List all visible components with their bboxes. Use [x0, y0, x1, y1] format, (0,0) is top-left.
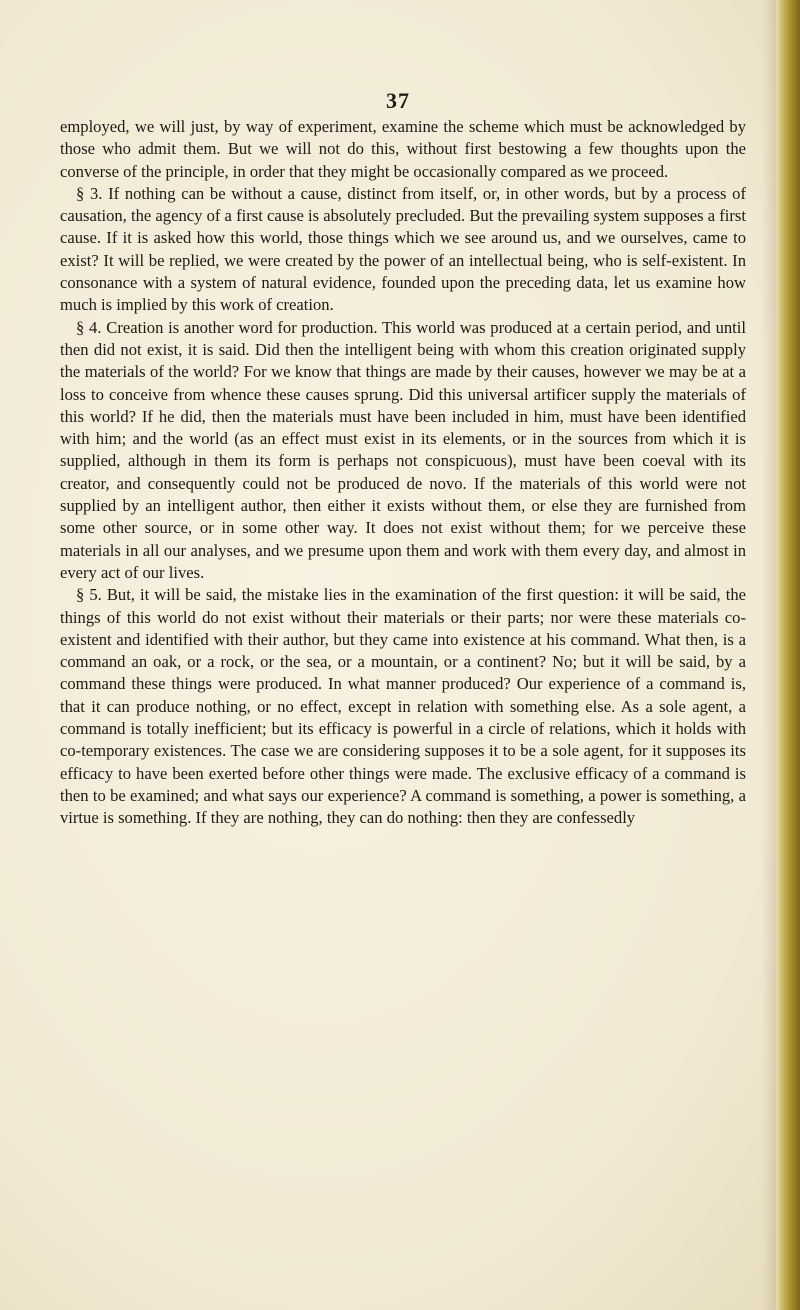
paragraph-continuation: employed, we will just, by way of experiment, examine the scheme which must be acknowledged by those who admit them. But we will not do this, without first bestowing a few thoughts upon the converse of the principle, in order that they might be occasionally compared as we proceed.	[60, 117, 746, 181]
paragraph-section-4: § 4. Creation is another word for production. This world was produced at a certain period, and until then did not exist, it is said. Did then the intelligent being with whom this creation originated supply the materials of the world? For we know that things are made by their causes, however we may be at a loss to conceive from whence these causes sprung. Did this universal artificer supply the materials of this world? If he did, then the materials must have been included in him, must have been identified with him; and the world (as an effect must exist in its elements, or in the sources from which it is supplied, although in them its form is perhaps not conspicuous), must have been coeval with its creator, and consequently could not be produced de novo. If the materials of this world were not supplied by an intelligent author, then either it exists without them, or else they are furnished from some other source, or in some other way. It does not exist without them; for we perceive these materials in all our analyses, and we presume upon them and work with them every day, and almost in every act of our lives.	[60, 317, 746, 582]
paragraph-section-5: § 5. But, it will be said, the mistake lies in the examination of the first question: it will be said, the things of this world do not exist without their materials or their parts; nor were these materials co-existent and identified with their author, but they came into existence at his command. What then, is a command an oak, or a rock, or the sea, or a mountain, or a continent? No; but it will be said, by a command these things were produced. In what manner produced? Our experience of a command is, that it can produce nothing, or no effect, except in relation with something else. As a sole agent, a command is totally inefficient; but its efficacy is powerful in a circle of relations, which it holds with co-temporary existences. The case we are considering supposes it to be a sole agent, for it supposes its efficacy to have been exerted before other things were made. The exclusive efficacy of a command is then to be examined; and what says our experience? A command is something, a power is something, a virtue is something. If they are nothing, they can do nothing: then they are confessedly	[60, 585, 746, 828]
paragraph-section-3: § 3. If nothing can be without a cause, distinct from itself, or, in other words, but by a process of causation, the agency of a first cause is absolutely precluded. But the prevailing system supposes a first cause. If it is asked how this world, those things which we see around us, and we ourselves, came to exist? It will be replied, we were created by the power of an intellectual being, who is self-existent. In consonance with a system of natural evidence, founded upon the preceding data, let us examine how much is implied by this work of creation.	[60, 183, 746, 315]
body-text	[60, 116, 746, 830]
binding-shadow	[762, 0, 776, 1310]
book-binding-edge	[776, 0, 800, 1310]
page-number: 37	[386, 88, 410, 113]
